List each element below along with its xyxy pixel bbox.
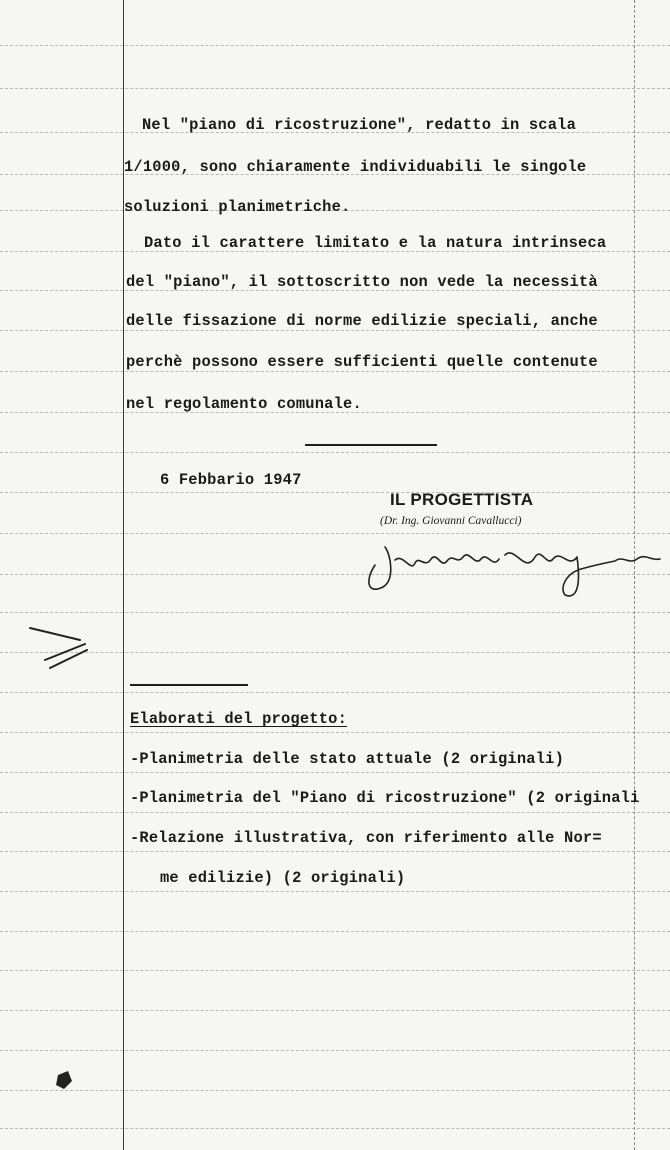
section-separator — [305, 444, 437, 446]
document-date: 6 Febbario 1947 — [160, 471, 302, 489]
paragraph2-line3: delle fissazione di norme edilizie speciali, anche — [126, 312, 598, 330]
attachments-separator — [130, 684, 248, 686]
signature-title: IL PROGETTISTA — [390, 490, 534, 509]
attachment-item-3-line1: -Relazione illustrativa, con riferimento alle Nor= — [130, 829, 602, 847]
paragraph2-line5: nel regolamento comunale. — [126, 395, 362, 413]
paragraph2-line4: perchè possono essere sufficienti quelle contenute — [126, 353, 598, 371]
attachment-item-3-line2: me edilizie) (2 originali) — [160, 869, 406, 887]
paragraph2-line1: Dato il carattere limitato e la natura intrinseca — [144, 234, 607, 252]
signature-name: (Dr. Ing. Giovanni Cavallucci) — [380, 515, 522, 527]
paragraph1-line2: 1/1000, sono chiaramente individuabili le singole — [124, 158, 587, 176]
ink-blot — [50, 1065, 80, 1095]
margin-pen-mark — [25, 620, 105, 680]
handwritten-signature — [355, 525, 665, 605]
attachments-heading: Elaborati del progetto: — [130, 710, 348, 728]
paragraph2-line2: del "piano", il sottoscritto non vede la necessità — [126, 273, 598, 291]
paragraph1-line1: Nel "piano di ricostruzione", redatto in scala — [142, 116, 577, 134]
paragraph1-line3: soluzioni planimetriche. — [124, 198, 351, 216]
attachment-item-2: -Planimetria del "Piano di ricostruzione" (2 originali — [130, 789, 640, 807]
attachment-item-1: -Planimetria delle stato attuale (2 originali) — [130, 750, 565, 768]
